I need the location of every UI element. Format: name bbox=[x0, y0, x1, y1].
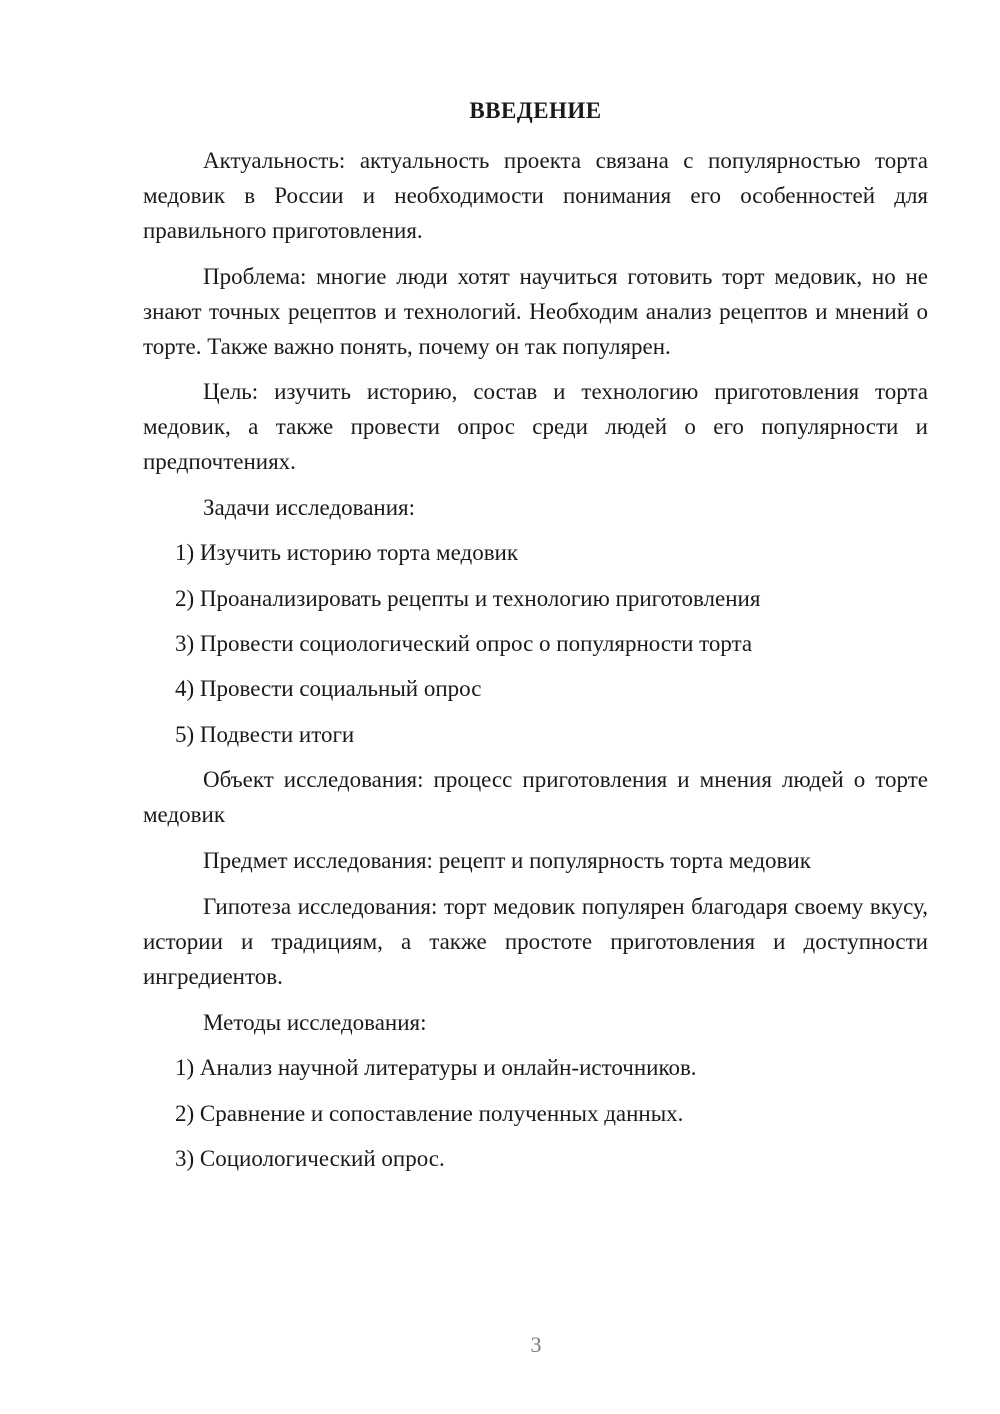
problem-paragraph: Проблема: многие люди хотят научиться готовить торт медовик, но не знают точных рецептов и технологий. Необходим анализ рецептов и мнений о торте. Также важно понять, почему он так популярен. bbox=[143, 264, 928, 359]
page-title: ВВЕДЕНИЕ bbox=[469, 98, 602, 123]
task-item-5: 5) Подвести итоги bbox=[175, 722, 355, 747]
goal-paragraph: Цель: изучить историю, состав и технологию приготовления торта медовик, а также провести опрос среди людей о его популярности и предпочтениях. bbox=[143, 379, 928, 474]
task-item-4: 4) Провести социальный опрос bbox=[175, 676, 482, 701]
subject-paragraph: Предмет исследования: рецепт и популярность торта медовик bbox=[203, 848, 811, 873]
task-item-3: 3) Провести социологический опрос о популярности торта bbox=[175, 631, 753, 656]
page-number: 3 bbox=[530, 1332, 542, 1357]
tasks-heading: Задачи исследования: bbox=[203, 495, 416, 520]
method-item-2: 2) Сравнение и сопоставление полученных данных. bbox=[175, 1101, 684, 1126]
methods-heading: Методы исследования: bbox=[203, 1010, 427, 1035]
method-item-1: 1) Анализ научной литературы и онлайн-источников. bbox=[175, 1055, 697, 1080]
task-item-1: 1) Изучить историю торта медовик bbox=[175, 540, 519, 565]
relevance-paragraph: Актуальность: актуальность проекта связана с популярностью торта медовик в России и необходимости понимания его особенностей для правильного приготовления. bbox=[143, 148, 928, 243]
hypothesis-paragraph: Гипотеза исследования: торт медовик популярен благодаря своему вкусу, истории и традициям, а также простоте приготовления и доступности ингредиентов. bbox=[143, 894, 928, 989]
method-item-3: 3) Социологический опрос. bbox=[175, 1146, 445, 1171]
object-paragraph: Объект исследования: процесс приготовления и мнения людей о торте медовик bbox=[143, 767, 928, 827]
task-item-2: 2) Проанализировать рецепты и технологию приготовления bbox=[175, 586, 761, 611]
